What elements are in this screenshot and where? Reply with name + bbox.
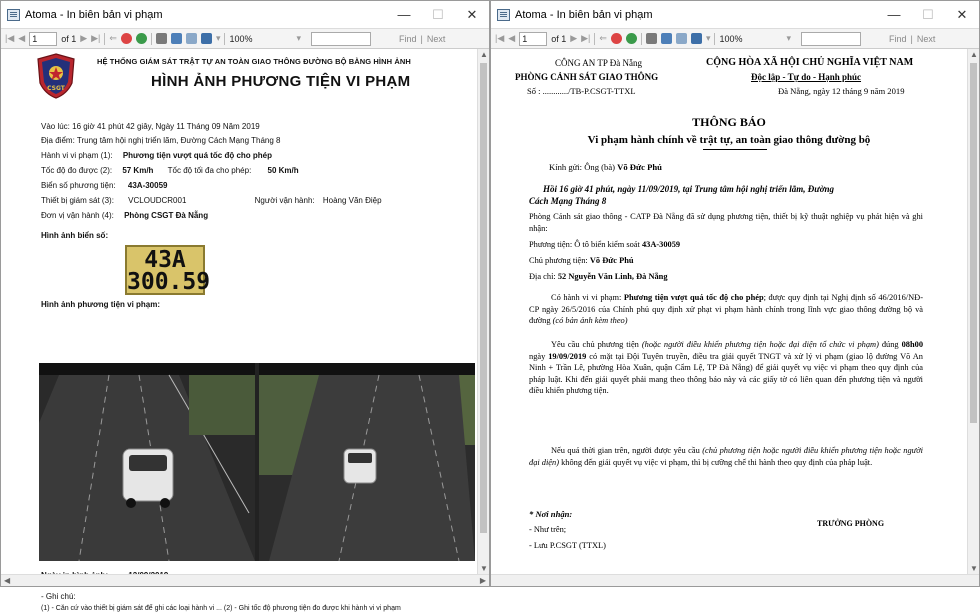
detection-paragraph: Phòng Cảnh sát giao thông - CATP Đà Nẵng đã sử dụng phương tiện, thiết bị kỹ thuật nghiệp vụ phát hiện và ghi nhận:: [529, 212, 923, 233]
scroll-left-icon[interactable]: ◀: [4, 576, 11, 585]
left-vertical-scrollbar[interactable]: [477, 49, 489, 574]
maximize-button[interactable]: ☐: [432, 6, 444, 22]
scroll-down-icon[interactable]: ▼: [970, 564, 978, 573]
photo-right-header: [259, 363, 475, 375]
speed-label: Tốc độ đo được (2):: [41, 166, 113, 175]
next-page-icon[interactable]: ▶: [80, 33, 88, 43]
scroll-up-icon[interactable]: ▲: [970, 50, 978, 59]
maxspeed-value: 50 Km/h: [267, 166, 299, 175]
last-page-icon[interactable]: ▶|: [581, 33, 591, 43]
app-icon: [497, 9, 510, 21]
window-title: Atoma - In biên bản vi phạm: [515, 8, 653, 21]
csgt-logo-icon: [37, 53, 75, 99]
violation-value: Phương tiện vượt quá tốc độ cho phép: [122, 151, 273, 160]
toolbar-divider: [594, 33, 595, 45]
toolbar-divider: [714, 33, 715, 45]
export-dropdown-icon[interactable]: ▾: [215, 33, 221, 43]
page-count-label: of 1: [61, 33, 77, 44]
recipient-1: - Như trên;: [529, 525, 567, 534]
maxspeed-label: Tốc độ tối đa cho phép:: [167, 166, 252, 175]
device-label: Thiết bị giám sát (3):: [41, 196, 114, 205]
address-value: 52 Nguyễn Văn Linh, Đà Nẵng: [557, 272, 668, 281]
recipient-2: - Lưu P.CSGT (TTXL): [529, 541, 606, 550]
stop-icon[interactable]: [121, 33, 132, 44]
event-line-2: Cách Mạng Tháng 8: [529, 195, 607, 206]
plate-row: [41, 181, 167, 190]
page-setup-icon[interactable]: [676, 33, 687, 44]
unit-row: [41, 211, 208, 220]
export-dropdown-icon[interactable]: ▾: [705, 33, 711, 43]
violation-label: Hành vi vi phạm (1):: [41, 151, 113, 160]
greeting-label: Kính gửi: Ông (bà): [549, 162, 615, 172]
refresh-icon[interactable]: [136, 33, 147, 44]
violation-post: ; được quy định tại Nghị định số 46/2016/NĐ-CP ngày 26/5/2016 của Chính phủ quy định xử phạt vi phạm hành chính trong lĩnh vực giao thông đường bộ và đường: [529, 293, 923, 325]
plate-image-label: Hình ảnh biển số:: [41, 231, 109, 240]
report-org-header: HỆ THỐNG GIÁM SÁT TRẬT TỰ AN TOÀN GIAO THÔNG ĐƯỜNG BỘ BẰNG HÌNH ẢNH: [97, 57, 411, 66]
plate-value: 43A-30059: [127, 181, 168, 190]
find-input[interactable]: [801, 32, 861, 46]
zoom-dropdown-icon[interactable]: ▾: [786, 33, 792, 43]
notice-subtitle: Vi phạm hành chính về trật tự, an toàn giao thông đường bộ: [587, 134, 871, 146]
enforcement-italic: (chủ phương tiện hoặc người điều khiển phương tiện hoặc người đại diện): [529, 446, 924, 467]
zoom-select[interactable]: 100%: [229, 33, 253, 44]
summons-pre: Yêu cầu chủ phương tiện: [551, 340, 639, 349]
report-toolbar: [1, 29, 489, 49]
toolbar-divider: [224, 33, 225, 45]
logo-text: CSGT: [47, 85, 65, 92]
device-row: [41, 196, 382, 205]
print-layout-icon[interactable]: [171, 33, 182, 44]
device-value: VCLOUDCR001: [128, 196, 187, 205]
vehicle-image-label: Hình ảnh phương tiện vi phạm:: [41, 300, 161, 309]
plate-label: Biển số phương tiện:: [41, 181, 116, 190]
print-layout-icon[interactable]: [661, 33, 672, 44]
right-titlebar[interactable]: [491, 1, 979, 29]
enforcement-post: không đến giải quyết vụ việc vi phạm, thì bị cưỡng chế thi hành theo quy định của pháp luật.: [561, 457, 873, 467]
notice-title: THÔNG BÁO: [692, 115, 766, 129]
report-title: HÌNH ẢNH PHƯƠNG TIỆN VI PHẠM: [151, 73, 411, 90]
right-report-content: [491, 49, 967, 574]
plate-line-2: 300.59: [127, 269, 211, 295]
last-page-icon[interactable]: ▶|: [91, 33, 101, 43]
find-next-link[interactable]: Next: [916, 33, 936, 44]
speed-value: 57 Km/h: [122, 166, 154, 175]
find-input[interactable]: [311, 32, 371, 46]
vehicle-plate: 43A-30059: [641, 240, 681, 249]
stop-icon[interactable]: [611, 33, 622, 44]
car-left-window: [129, 455, 167, 471]
plate-image: [125, 245, 211, 295]
summons-date: 19/09/2019: [548, 351, 587, 361]
summons-mid2: ngày: [529, 351, 546, 361]
back-icon[interactable]: ⇐: [599, 33, 607, 43]
violation-location: Địa điểm: Trung tâm hội nghị triển lãm, Đường Cách Mạng Tháng 8: [41, 136, 281, 145]
notes-line: (1) - Căn cứ vào thiết bị giám sát để ghi các loại hành vi ... (2) - Ghi tốc độ phương tiện đo được khi hành vi vi phạm: [41, 605, 401, 612]
page-count-label: of 1: [551, 33, 567, 44]
car-right-window: [348, 453, 372, 463]
car-left-wheel: [160, 498, 170, 508]
minimize-button[interactable]: —: [397, 7, 411, 22]
summons-paragraph: [529, 339, 923, 397]
right-vertical-scrollbar[interactable]: [967, 49, 979, 574]
enforcement-paragraph: [529, 445, 923, 468]
window-title: Atoma - In biên bản vi phạm: [25, 8, 163, 21]
violation-bold: Phương tiện vượt quá tốc độ cho phép: [623, 293, 764, 302]
toolbar-divider: [104, 33, 105, 45]
close-button[interactable]: ✕: [956, 6, 968, 22]
photo-left-header: [39, 363, 255, 375]
operator-label: Người vận hành:: [254, 196, 315, 205]
scroll-thumb[interactable]: [970, 63, 977, 423]
scroll-up-icon[interactable]: ▲: [480, 50, 488, 59]
left-horizontal-scrollbar[interactable]: [1, 574, 489, 586]
minimize-button[interactable]: —: [887, 7, 901, 22]
summons-post: có mặt tại Đội Tuyên truyền, điều tra giải quyết TNGT và xử lý vi phạm (giao lộ đường Võ An Ninh + Trần Lê, phường Hòa Xuân, quận Cẩm Lệ, TP Đà Nẵng) để giải quyết vụ việc vi phạm theo quy định của pháp luật. Khi đến giải quyết phải mang theo thông báo này và các giấy tờ có liên quan đến phương tiện và người điều khiển phương tiện.: [529, 351, 923, 395]
event-line-1: Hồi 16 giờ 41 phút, ngày 11/09/2019, tại Trung tâm hội nghị triển lãm, Đường: [543, 184, 835, 194]
enforcement-pre: Nếu quá thời gian trên, người được yêu cầu: [551, 446, 700, 455]
vehicle-line: [529, 239, 923, 251]
page-setup-icon[interactable]: [186, 33, 197, 44]
owner-line: [529, 255, 923, 267]
violation-pre: Có hành vi vi phạm:: [551, 293, 622, 302]
prev-page-icon[interactable]: ◀: [18, 33, 26, 43]
address-label: Địa chỉ:: [529, 272, 556, 281]
scroll-down-icon[interactable]: ▼: [480, 564, 488, 573]
owner-name: Võ Đức Phú: [589, 256, 634, 265]
toolbar-divider-text: |: [910, 33, 913, 44]
next-page-icon[interactable]: ▶: [570, 33, 578, 43]
unit-label: Đơn vị vận hành (4):: [41, 211, 114, 220]
org-line-1: CÔNG AN TP Đà Nẵng: [555, 58, 642, 68]
scroll-right-icon[interactable]: ▶: [479, 576, 486, 585]
export-icon[interactable]: [201, 33, 212, 44]
greeting: [549, 162, 662, 172]
first-page-icon[interactable]: |◀: [5, 33, 15, 43]
operator-value: Hoàng Văn Điệp: [322, 196, 382, 205]
refresh-icon[interactable]: [626, 33, 637, 44]
find-next-link[interactable]: Next: [426, 33, 446, 44]
vehicle-label: Phương tiện: Ô tô biển kiểm soát: [529, 240, 640, 249]
violation-row: [41, 151, 272, 160]
maximize-button[interactable]: ☐: [922, 6, 934, 22]
export-icon[interactable]: [691, 33, 702, 44]
zoom-dropdown-icon[interactable]: ▾: [296, 33, 302, 43]
summons-mid: đúng: [881, 340, 899, 349]
address-line: [529, 271, 923, 283]
close-button[interactable]: ✕: [466, 6, 478, 22]
roadside-trees: [189, 375, 255, 435]
right-report-window: [490, 0, 980, 587]
back-icon[interactable]: ⇐: [109, 33, 117, 43]
left-titlebar[interactable]: [1, 1, 489, 29]
speed-row: [41, 166, 299, 175]
violation-paragraph: [529, 292, 923, 327]
subtitle-underline: [703, 149, 767, 150]
left-report-content: [1, 49, 477, 612]
place-date: Đà Nẵng, ngày 12 tháng 9 năm 2019: [778, 86, 905, 96]
print-icon[interactable]: [646, 33, 657, 44]
recipient-name: Võ Đức Phú: [617, 162, 662, 172]
prev-page-icon[interactable]: ◀: [508, 33, 516, 43]
app-icon: [7, 9, 20, 21]
nation-header: CỘNG HÒA XÃ HỘI CHỦ NGHĨA VIỆT NAM: [706, 57, 914, 68]
toolbar-divider: [151, 33, 152, 45]
page-number-input[interactable]: 1: [519, 32, 547, 46]
signer-title: TRƯỞNG PHÒNG: [817, 519, 885, 528]
summons-italic: (hoặc người điều khiển phương tiện hoặc đại diện tổ chức vi phạm): [641, 340, 879, 349]
toolbar-divider-text: |: [420, 33, 423, 44]
recipients-label: * Nơi nhận:: [529, 509, 573, 519]
reference-number: Số : ............/TB-P.CSGT-TTXL: [527, 86, 636, 96]
summons-time: 08h00: [901, 340, 924, 349]
car-left-wheel: [126, 498, 136, 508]
event-description: [529, 184, 923, 207]
report-toolbar: [491, 29, 979, 49]
unit-value: Phòng CSGT Đà Nẵng: [124, 211, 209, 220]
print-icon[interactable]: [156, 33, 167, 44]
org-line-2: PHÒNG CẢNH SÁT GIAO THÔNG: [515, 72, 659, 82]
zoom-select[interactable]: 100%: [719, 33, 743, 44]
vehicle-photos: [39, 363, 475, 561]
first-page-icon[interactable]: |◀: [495, 33, 505, 43]
violation-italic: (có bản ảnh kèm theo): [552, 316, 628, 325]
scroll-thumb[interactable]: [480, 63, 487, 533]
notes-label: - Ghi chú:: [41, 592, 76, 601]
plate-line-1: 43A: [144, 247, 186, 273]
find-link[interactable]: Find: [399, 33, 417, 44]
violation-time: Vào lúc: 16 giờ 41 phút 42 giây, Ngày 11 Tháng 09 Năm 2019: [41, 122, 260, 131]
national-motto: Độc lập - Tự do - Hạnh phúc: [751, 72, 862, 82]
toolbar-divider: [641, 33, 642, 45]
owner-label: Chủ phương tiện:: [529, 256, 588, 265]
find-link[interactable]: Find: [889, 33, 907, 44]
right-horizontal-scrollbar[interactable]: [491, 574, 979, 586]
page-number-input[interactable]: 1: [29, 32, 57, 46]
